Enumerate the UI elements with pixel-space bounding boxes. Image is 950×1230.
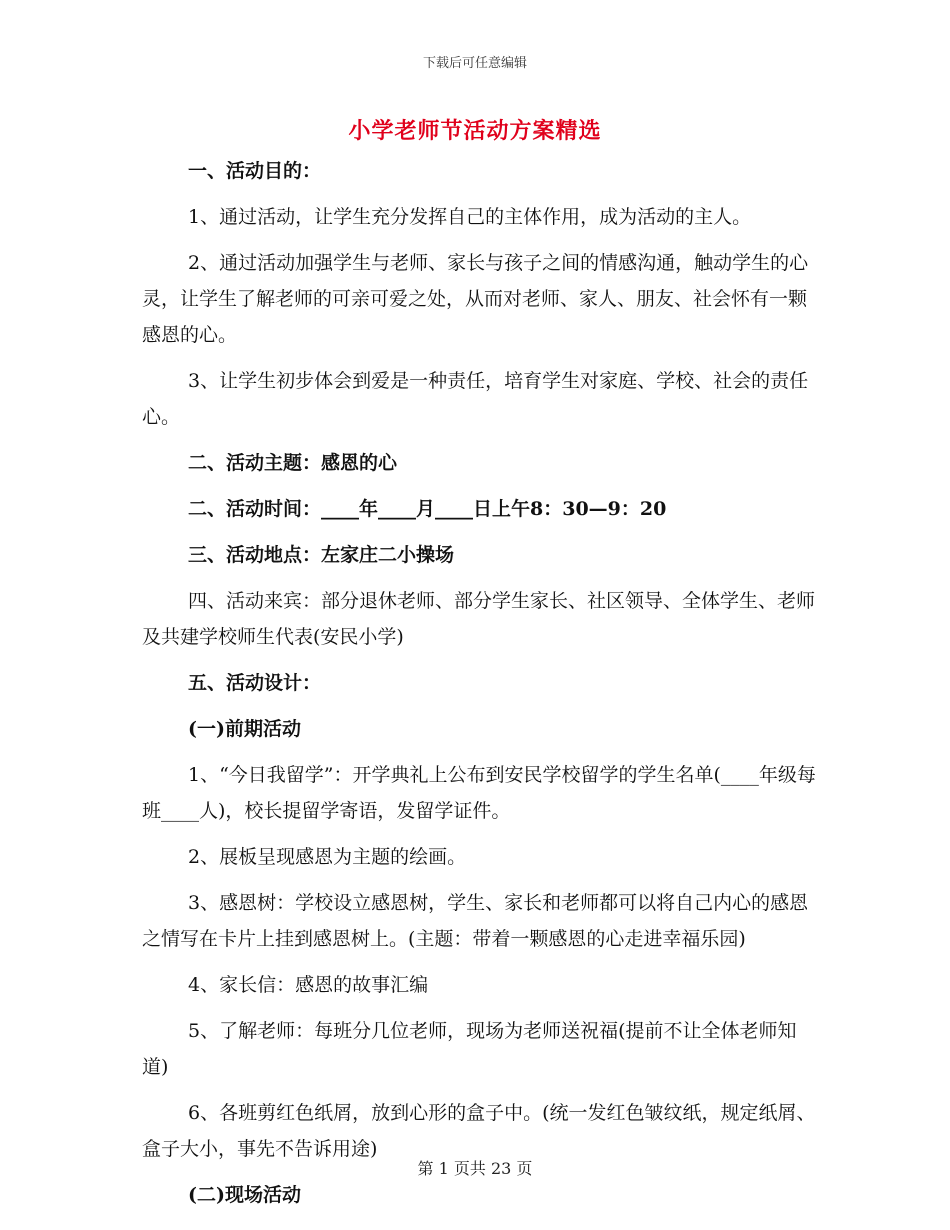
subsection-heading-onsite-activities: (二)现场活动: [188, 1184, 301, 1206]
page-number-footer: 第 1 页共 23 页: [417, 1159, 533, 1178]
section-heading-time: 二、活动时间：____年____月____日上午8：30—9：20: [188, 498, 667, 520]
paragraph-pre-activity-5: 5、了解老师：每班分几位老师，现场为老师送祝福(提前不让全体老师知道): [142, 1020, 797, 1078]
section-heading-purpose: 一、活动目的：: [188, 160, 322, 182]
paragraph-purpose-2: 2、通过活动加强学生与老师、家长与孩子之间的情感沟通，触动学生的心灵，让学生了解老师的可亲可爱之处，从而对老师、家人、朋友、社会怀有一颗感恩的心。: [142, 252, 809, 346]
section-heading-theme: 二、活动主题：感恩的心: [188, 452, 398, 474]
page-header: 下载后可任意编辑: [422, 56, 527, 71]
section-heading-design: 五、活动设计：: [188, 672, 322, 694]
document-body: [142, 153, 822, 1223]
section-heading-location: 三、活动地点：左家庄二小操场: [188, 544, 455, 566]
paragraph-pre-activity-2: 2、展板呈现感恩为主题的绘画。: [188, 846, 467, 868]
paragraph-purpose-3: 3、让学生初步体会到爱是一种责任，培育学生对家庭、学校、社会的责任心。: [142, 370, 809, 428]
paragraph-pre-activity-3: 3、感恩树：学校设立感恩树，学生、家长和老师都可以将自己内心的感恩之情写在卡片上挂到感恩树上。(主题：带着一颗感恩的心走进幸福乐园): [142, 892, 809, 950]
subsection-heading-pre-activities: (一)前期活动: [188, 718, 301, 740]
paragraph-pre-activity-6: 6、各班剪红色纸屑，放到心形的盒子中。(统一发红色皱纹纸，规定纸屑、盒子大小，事先不告诉用途): [142, 1102, 816, 1160]
paragraph-guests: 四、活动来宾：部分退休老师、部分学生家长、社区领导、全体学生、老师及共建学校师生代表(安民小学): [142, 590, 816, 648]
paragraph-pre-activity-4: 4、家长信：感恩的故事汇编: [188, 974, 429, 996]
paragraph-pre-activity-1: 1、“今日我留学”：开学典礼上公布到安民学校留学的学生名单(____年级每班____人)，校长提留学寄语，发留学证件。: [142, 764, 816, 822]
document-title: 小学老师节活动方案精选: [348, 118, 602, 144]
paragraph-purpose-1: 1、通过活动，让学生充分发挥自己的主体作用，成为活动的主人。: [188, 206, 752, 228]
